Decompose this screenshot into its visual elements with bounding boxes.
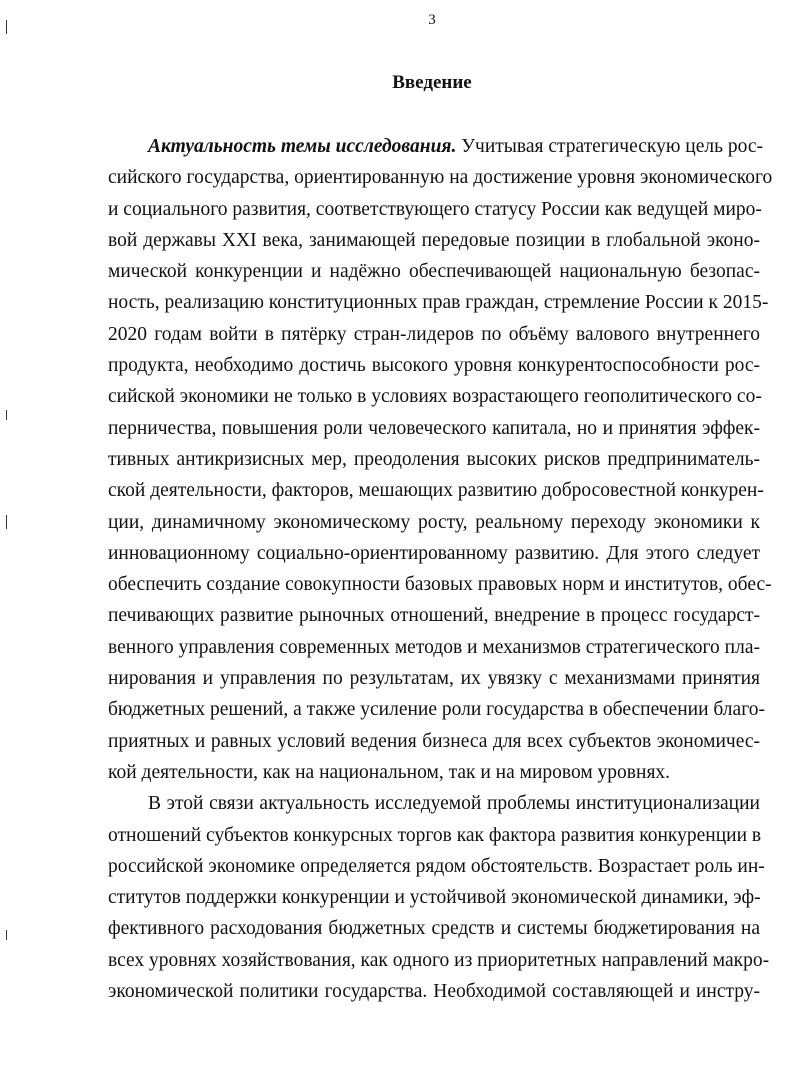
paragraph-1 <box>108 131 773 788</box>
text-line: мической конкуренции и надёжно обеспечивающей национальную безопас- <box>108 261 760 283</box>
section-heading: Введение <box>392 72 472 93</box>
text-line: инновационному социально-ориентированному развитию. Для этого следует <box>108 542 760 564</box>
text-line: сийского государства, ориентированную на достижение уровня экономического <box>108 167 773 189</box>
scan-artifact <box>6 410 7 420</box>
scan-artifact <box>6 515 7 529</box>
text-line: отношений субъектов конкурсных торгов как фактора развития конкуренции в <box>108 824 762 846</box>
text-line: ститутов поддержки конкуренции и устойчивой экономической динамики, эф- <box>108 887 761 909</box>
text-line: перничества, повышения роли человеческого капитала, но и принятия эффек- <box>108 417 760 439</box>
text-line <box>108 131 763 162</box>
text-line: продукта, необходимо достичь высокого уровня конкурентоспособности рос- <box>108 355 760 377</box>
line-text: Учитывая стратегическую цель рос- <box>456 136 763 157</box>
text-line: ность, реализацию конституционных прав граждан, стремление России к 2015- <box>108 292 769 314</box>
text-line: бюджетных решений, а также усиление роли государства в обеспечении благо- <box>108 699 765 721</box>
lead-phrase: Актуальность темы исследования. <box>148 136 457 157</box>
page-number: 3 <box>428 12 436 28</box>
text-line: кой деятельности, как на национальном, так и на мировом уровнях. <box>108 761 671 783</box>
text-line: нирования и управления по результатам, их увязку с механизмами принятия <box>108 668 760 690</box>
text-line: ции, динамичному экономическому росту, реальному переходу экономики к <box>108 511 760 533</box>
text-line: венного управления современных методов и механизмов стратегического пла- <box>108 636 760 658</box>
text-line: В этой связи актуальность исследуемой проблемы институционализации <box>148 793 760 815</box>
text-line: обеспечить создание совокупности базовых правовых норм и институтов, обес- <box>108 574 772 596</box>
text-line: 2020 годам войти в пятёрку стран-лидеров по объёму валового внутреннего <box>108 323 760 345</box>
text-line: сийской экономики не только в условиях возрастающего геополитического со- <box>108 386 762 408</box>
text-line: приятных и равных условий ведения бизнеса для всех субъектов экономичес- <box>108 730 760 752</box>
text-line: ской деятельности, факторов, мешающих развитию добросовестной конкурен- <box>108 480 764 502</box>
text-line: всех уровнях хозяйствования, как одного из приоритетных направлений макро- <box>108 949 770 971</box>
text-line: экономической политики государства. Необходимой составляющей и инстру- <box>108 981 760 1003</box>
text-line: российской экономике определяется рядом обстоятельств. Возрастает роль ин- <box>108 855 765 877</box>
scan-artifact <box>6 930 7 940</box>
text-line: тивных антикризисных мер, преодоления высоких рисков предприниматель- <box>108 448 760 470</box>
paragraph-2 <box>108 788 770 1007</box>
document-body <box>108 131 773 1007</box>
text-line: вой державы XXI века, занимающей передовые позиции в глобальной эконо- <box>108 229 760 251</box>
text-line: и социального развития, соответствующего статусу России как ведущей миро- <box>108 198 762 220</box>
text-line: печивающих развитие рыночных отношений, внедрение в процесс государст- <box>108 605 760 627</box>
text-line: фективного расходования бюджетных средств и системы бюджетирования на <box>108 918 760 940</box>
